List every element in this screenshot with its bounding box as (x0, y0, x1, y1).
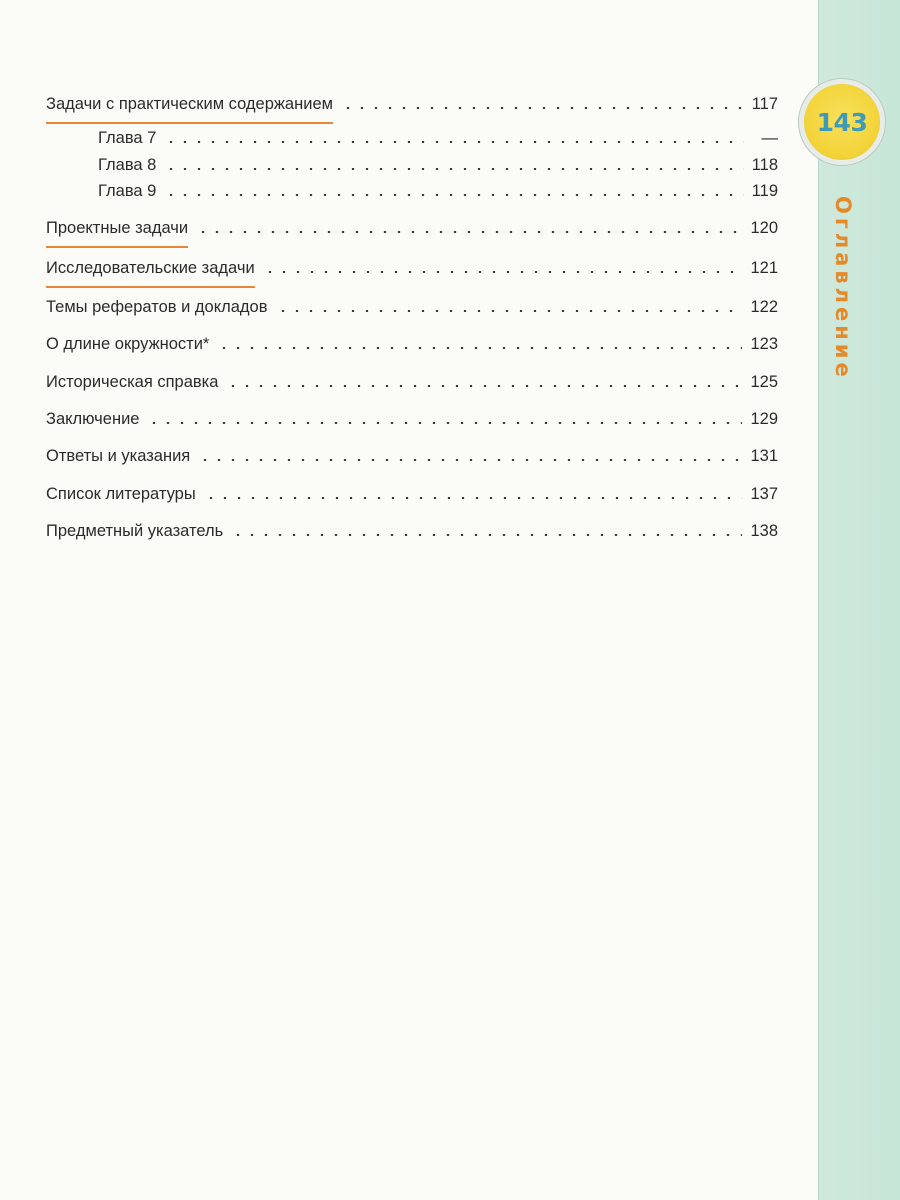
toc-entry-page: 118 (751, 156, 778, 174)
toc-entry-label: Глава 9 (98, 182, 157, 200)
dot-leader (164, 194, 743, 196)
toc-entry-page: 122 (750, 298, 778, 316)
toc-entry-page: 119 (751, 182, 778, 200)
toc-entry[interactable] (46, 91, 778, 117)
toc-entry[interactable] (46, 255, 778, 281)
dot-leader (263, 271, 743, 273)
toc-entry-page: — (761, 129, 778, 147)
toc-entry-label: Глава 8 (98, 156, 157, 174)
toc-entry[interactable] (46, 406, 778, 432)
toc-subentry[interactable] (98, 152, 778, 178)
dot-leader (147, 422, 742, 424)
toc-entry[interactable] (46, 215, 778, 241)
toc-entry-label: О длине окружности* (46, 335, 210, 353)
dot-leader (198, 459, 742, 461)
section-title-vertical (825, 188, 861, 388)
toc-entry-page: 129 (750, 410, 778, 428)
toc-entry-label: Ответы и указания (46, 447, 191, 465)
table-of-contents (0, 0, 800, 600)
toc-entry-label: Задачи с практическим содержанием (46, 91, 333, 119)
dot-leader (341, 107, 744, 109)
toc-entry-page: 121 (750, 259, 778, 277)
toc-entry-page: 131 (750, 447, 778, 465)
page-number: 143 (816, 107, 868, 137)
toc-entry[interactable] (46, 518, 778, 544)
toc-entry-page: 123 (750, 335, 778, 353)
toc-entry-label: Историческая справка (46, 373, 219, 391)
toc-entry-label: Проектные задачи (46, 215, 188, 243)
dot-leader (204, 497, 743, 499)
toc-entry-label: Глава 7 (98, 129, 157, 147)
toc-entry-label: Заключение (46, 410, 140, 428)
toc-entry-label: Список литературы (46, 485, 196, 503)
dot-leader (196, 231, 742, 233)
toc-entry[interactable] (46, 481, 778, 507)
toc-entry[interactable] (46, 443, 778, 469)
section-title: Оглавление (831, 195, 855, 381)
page-number-badge (804, 84, 880, 160)
toc-entry-page: 117 (751, 95, 778, 113)
toc-entry-label: Темы рефератов и докладов (46, 298, 268, 316)
dot-leader (164, 141, 744, 143)
dot-leader (276, 310, 743, 312)
toc-subentry[interactable] (98, 125, 778, 151)
toc-entry-page: 125 (750, 373, 778, 391)
dot-leader (231, 534, 742, 536)
dot-leader (226, 385, 742, 387)
dot-leader (164, 168, 743, 170)
toc-entry[interactable] (46, 369, 778, 395)
section-sidebar (818, 0, 900, 1200)
dot-leader (217, 347, 742, 349)
toc-subentry[interactable] (98, 178, 778, 204)
toc-entry-page: 137 (750, 485, 778, 503)
toc-entry-page: 120 (750, 219, 778, 237)
toc-entry-page: 138 (750, 522, 778, 540)
toc-entry[interactable] (46, 294, 778, 320)
toc-entry-label: Исследовательские задачи (46, 255, 255, 283)
toc-entry-label: Предметный указатель (46, 522, 224, 540)
toc-entry[interactable] (46, 331, 778, 357)
